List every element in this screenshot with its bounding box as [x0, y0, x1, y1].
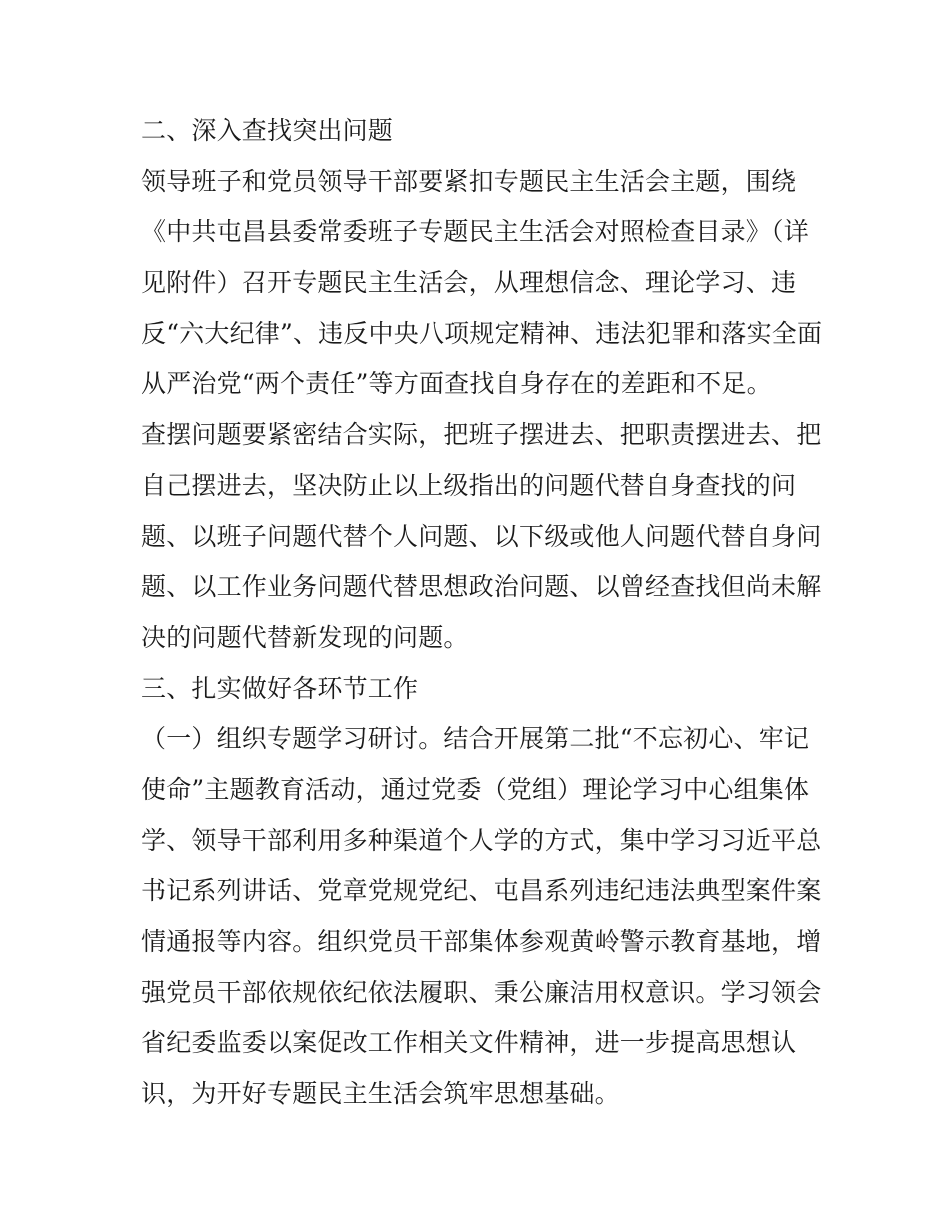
paragraph-line: 《中共屯昌县委常委班子专题民主生活会对照检查目录》（详: [141, 217, 809, 247]
paragraph-line: 省纪委监委以案促改工作相关文件精神，进一步提高思想认: [141, 1028, 797, 1058]
paragraph-line: 决的问题代替新发现的问题。: [141, 622, 469, 652]
paragraph-line: （一）组织专题学习研讨。结合开展第二批“不忘初心、牢记: [141, 724, 810, 754]
paragraph-line: 学、领导干部利用多种渠道个人学的方式，集中学习习近平总: [141, 825, 822, 855]
paragraph-line: 使命”主题教育活动，通过党委（党组）理论学习中心组集体: [141, 774, 810, 804]
document-body: [141, 106, 821, 1120]
paragraph-line: 见附件）召开专题民主生活会，从理想信念、理论学习、违: [141, 268, 797, 298]
paragraph-line: 从严治党“两个责任”等方面查找自身存在的差距和不足。: [141, 369, 772, 399]
paragraph-line: 题、以班子问题代替个人问题、以下级或他人问题代替自身问: [141, 521, 822, 551]
paragraph-line: 查摆问题要紧密结合实际，把班子摆进去、把职责摆进去、把: [141, 420, 822, 450]
paragraph-line: 识，为开好专题民主生活会筑牢思想基础。: [141, 1079, 620, 1109]
paragraph-line: 反“六大纪律”、违反中央八项规定精神、违法犯罪和落实全面: [141, 318, 823, 348]
paragraph-line: 强党员干部依规依纪依法履职、秉公廉洁用权意识。学习领会: [141, 977, 822, 1007]
paragraph-line: 书记系列讲话、党章党规党纪、屯昌系列违纪违法典型案件案: [141, 876, 822, 906]
paragraph-line: 情通报等内容。组织党员干部集体参观黄岭警示教育基地，增: [141, 927, 822, 956]
section-heading-3: 三、扎实做好各环节工作: [141, 673, 419, 703]
paragraph-line: 题、以工作业务问题代替思想政治问题、以曾经查找但尚未解: [141, 572, 822, 602]
paragraph-line: 自己摆进去，坚决防止以上级指出的问题代替自身查找的问: [141, 470, 797, 500]
section-heading-2: 二、深入查找突出问题: [141, 116, 394, 145]
paragraph-line: 领导班子和党员领导干部要紧扣专题民主生活会主题，围绕: [141, 166, 797, 196]
